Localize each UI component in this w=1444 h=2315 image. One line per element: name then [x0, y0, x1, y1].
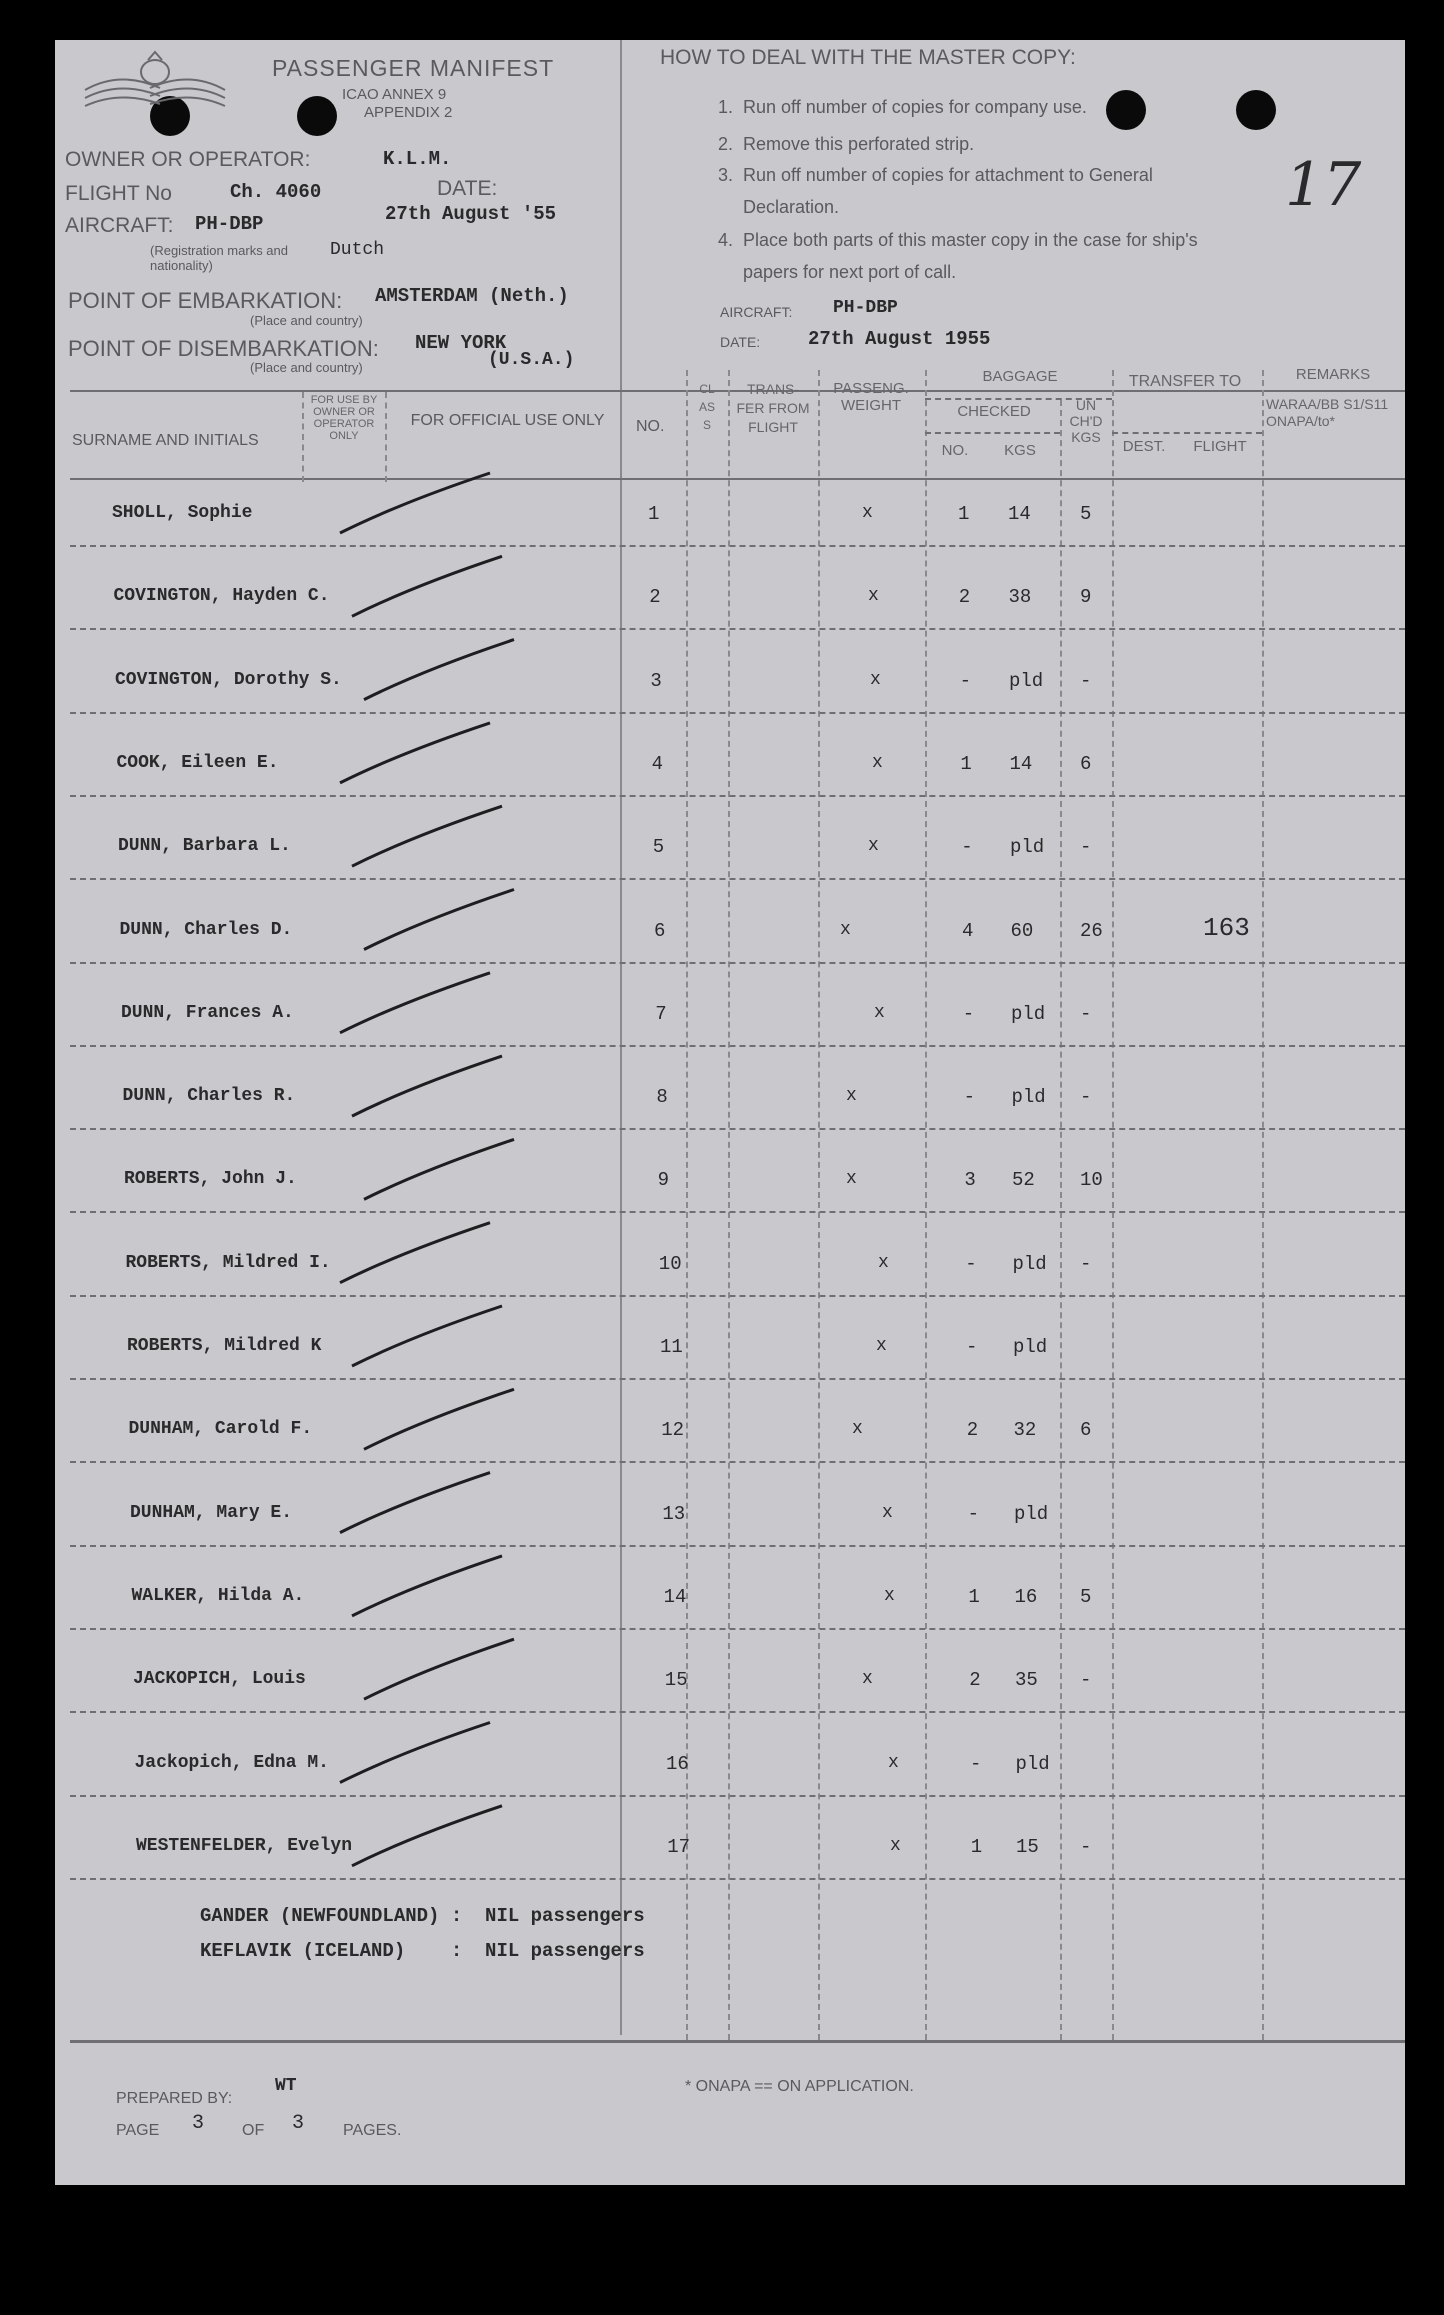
col-official-use: FOR OFFICIAL USE ONLY [410, 412, 605, 429]
master-date-value: 27th August 1955 [808, 328, 991, 350]
passenger-name: WESTENFELDER, Evelyn [136, 1836, 353, 1856]
divider [620, 40, 622, 2035]
passenger-number: 4 [651, 753, 663, 775]
divider [70, 478, 1405, 480]
unchecked-kgs: 10 [1080, 1169, 1103, 1191]
weight-mark: x [882, 1503, 893, 1523]
col-transfer-from: TRANS-FER FROM FLIGHT [736, 381, 810, 435]
col-remarks: REMARKS [1295, 366, 1371, 383]
passenger-number: 2 [649, 586, 661, 608]
disembarkation-label: POINT OF DISEMBARKATION: [68, 336, 379, 361]
passenger-name: COVINGTON, Hayden C. [113, 586, 330, 606]
col-checked: CHECKED [957, 403, 1031, 420]
stop-gander: GANDER (NEWFOUNDLAND) : NIL passengers [200, 1905, 645, 1927]
baggage-kgs: 15 [1016, 1836, 1039, 1858]
passenger-name: WALKER, Hilda A. [131, 1586, 305, 1606]
unchecked-kgs: 6 [1080, 1419, 1092, 1441]
passenger-number: 15 [664, 1669, 688, 1691]
of-value: 3 [292, 2112, 305, 2135]
date-value: 27th August '55 [385, 203, 557, 225]
punch-hole [150, 96, 190, 136]
master-aircraft-label: AIRCRAFT: [720, 304, 793, 320]
passenger-name: DUNHAM, Carold F. [128, 1419, 313, 1439]
punch-hole [297, 96, 337, 136]
divider [1112, 432, 1262, 434]
row-divider [70, 1295, 1405, 1297]
col-weight: PASSENG. WEIGHT [833, 380, 909, 414]
unchecked-kgs: 9 [1080, 586, 1092, 608]
passenger-name: JACKOPICH, Louis [133, 1669, 306, 1689]
weight-mark: x [878, 1253, 889, 1273]
col-unchecked: UN CH'D KGS [1069, 397, 1103, 445]
divider [1262, 370, 1264, 2040]
date-label: DATE: [437, 177, 498, 200]
page-value: 3 [192, 2112, 205, 2135]
weight-mark: x [890, 1836, 901, 1856]
passenger-number: 16 [666, 1753, 689, 1775]
annex-label: ICAO ANNEX 9 [342, 86, 447, 103]
punch-hole [1106, 90, 1146, 130]
col-remarks-sub: WARAA/BB S1/S11 ONAPA/to* [1266, 396, 1389, 429]
aircraft-label: AIRCRAFT: [65, 214, 174, 237]
place-note-1: (Place and country) [250, 313, 363, 328]
prepared-by-value: WT [275, 2076, 297, 2096]
unchecked-kgs: 6 [1080, 753, 1092, 775]
stop-keflavik: KEFLAVIK (ICELAND) : NIL passengers [200, 1940, 645, 1962]
col-owner-use: FOR USE BY OWNER OR OPERATOR ONLY [310, 394, 378, 442]
col-checked-kgs: KGS [1004, 442, 1036, 459]
unchecked-kgs: - [1080, 1003, 1092, 1025]
row-divider [70, 628, 1405, 630]
unchecked-kgs: 5 [1080, 1586, 1092, 1608]
weight-mark: x [884, 1586, 895, 1606]
master-step-1: 1. Run off number of copies for company use. [718, 97, 1087, 117]
divider [818, 370, 820, 2040]
baggage-kgs: pld [1013, 1336, 1048, 1358]
passenger-name: ROBERTS, Mildred I. [125, 1253, 331, 1273]
baggage-count: 3 [964, 1169, 976, 1191]
col-no: NO. [636, 418, 665, 435]
baggage-kgs: 35 [1015, 1669, 1038, 1691]
weight-mark: x [846, 1169, 857, 1189]
punch-hole [1236, 90, 1276, 130]
col-transfer-to: TRANSFER TO [1128, 373, 1242, 390]
passenger-number: 12 [661, 1419, 684, 1441]
baggage-kgs: pld [1009, 670, 1044, 692]
divider [925, 432, 1060, 434]
baggage-count: 1 [958, 503, 970, 525]
row-divider [70, 962, 1405, 964]
passenger-name: Jackopich, Edna M. [134, 1753, 329, 1773]
aircraft-value: PH-DBP [195, 213, 264, 235]
weight-mark: x [888, 1753, 899, 1773]
row-divider [70, 795, 1405, 797]
baggage-count: 1 [960, 753, 972, 775]
of-label: OF [242, 2122, 265, 2139]
col-class: CLASS [698, 382, 715, 432]
master-step-4-cont: papers for next port of call. [718, 262, 957, 282]
remark-163: 163 [1203, 913, 1250, 943]
weight-mark: x [872, 753, 883, 773]
baggage-kgs: 38 [1008, 586, 1032, 608]
passenger-number: 13 [662, 1503, 686, 1525]
baggage-count: - [966, 1336, 978, 1358]
master-step-3-cont: Declaration. [718, 197, 840, 217]
baggage-kgs: pld [1010, 836, 1045, 858]
baggage-count: 1 [970, 1836, 983, 1858]
master-step-2: 2. Remove this perforated strip. [718, 134, 975, 154]
passenger-name: ROBERTS, Mildred K [127, 1336, 322, 1356]
owner-value: K.L.M. [383, 148, 452, 170]
weight-mark: x [840, 920, 851, 940]
col-checked-no: NO. [941, 442, 969, 459]
passenger-number: 9 [657, 1169, 669, 1191]
passenger-number: 1 [648, 503, 660, 525]
handwritten-page-number: 17 [1285, 150, 1362, 220]
baggage-count: - [959, 670, 971, 692]
row-divider [70, 1545, 1405, 1547]
registration-note: (Registration marks and nationality) [150, 243, 288, 273]
passenger-name: ROBERTS, John J. [124, 1169, 297, 1189]
master-step-4: 4. Place both parts of this master copy in the case for ship's [718, 230, 1198, 250]
disembarkation-value: NEW YORK [415, 332, 507, 354]
baggage-count: - [962, 1003, 975, 1025]
row-divider [70, 1628, 1405, 1630]
embarkation-label: POINT OF EMBARKATION: [68, 288, 343, 313]
divider [728, 370, 730, 2040]
baggage-count: 2 [969, 1669, 981, 1691]
weight-mark: x [868, 586, 879, 606]
weight-mark: x [868, 836, 879, 856]
manifest-title: PASSENGER MANIFEST [272, 55, 555, 81]
row-divider [70, 1211, 1405, 1213]
baggage-count: - [961, 836, 973, 858]
divider [925, 370, 927, 2040]
onapa-note: * ONAPA == ON APPLICATION. [685, 2078, 914, 2095]
flight-value: Ch. 4060 [230, 181, 322, 203]
baggage-kgs: 14 [1008, 503, 1031, 525]
flight-label: FLIGHT No [65, 182, 172, 205]
appendix-label: APPENDIX 2 [364, 104, 453, 121]
page-label: PAGE [116, 2122, 160, 2139]
row-divider [70, 1878, 1405, 1880]
baggage-kgs: pld [1015, 1753, 1050, 1775]
row-divider [70, 545, 1405, 547]
baggage-count: 1 [968, 1586, 980, 1608]
baggage-count: 2 [958, 586, 971, 608]
divider [385, 392, 387, 482]
row-divider [70, 712, 1405, 714]
row-divider [70, 1128, 1405, 1130]
row-divider [70, 878, 1405, 880]
weight-mark: x [870, 670, 881, 690]
col-baggage: BAGGAGE [982, 368, 1058, 385]
passenger-number: 6 [654, 920, 666, 942]
prepared-by-label: PREPARED BY: [116, 2090, 233, 2107]
passenger-name: DUNN, Barbara L. [118, 836, 291, 856]
col-flight: FLIGHT [1193, 438, 1247, 455]
passenger-number: 11 [660, 1336, 683, 1358]
weight-mark: x [874, 1003, 885, 1023]
baggage-count: - [965, 1253, 977, 1275]
baggage-kgs: 32 [1013, 1419, 1037, 1441]
passenger-number: 14 [663, 1586, 687, 1608]
passenger-number: 3 [650, 670, 662, 692]
place-note-2: (Place and country) [250, 360, 363, 375]
disembarkation-country: (U.S.A.) [488, 350, 575, 370]
baggage-kgs: 52 [1012, 1169, 1035, 1191]
passenger-number: 7 [655, 1003, 667, 1025]
passenger-name: DUNN, Charles D. [119, 920, 293, 940]
col-dest: DEST. [1122, 438, 1166, 455]
unchecked-kgs: - [1080, 670, 1092, 692]
row-divider [70, 1711, 1405, 1713]
unchecked-kgs: - [1080, 1086, 1092, 1108]
col-surname: SURNAME AND INITIALS [72, 432, 259, 449]
passenger-name: COOK, Eileen E. [116, 753, 279, 773]
passenger-name: SHOLL, Sophie [112, 503, 253, 523]
row-divider [70, 1461, 1405, 1463]
unchecked-kgs: - [1080, 836, 1092, 858]
divider [302, 392, 304, 482]
baggage-kgs: pld [1011, 1003, 1046, 1025]
baggage-count: 4 [962, 920, 974, 942]
weight-mark: x [862, 1669, 873, 1689]
divider [70, 2040, 1405, 2043]
divider [686, 370, 688, 2040]
weight-mark: x [862, 503, 873, 523]
baggage-kgs: 60 [1010, 920, 1034, 942]
owner-label: OWNER OR OPERATOR: [65, 148, 311, 171]
pages-label: PAGES. [343, 2122, 402, 2139]
baggage-count: - [970, 1753, 982, 1775]
unchecked-kgs: 26 [1080, 920, 1103, 942]
nationality-value: Dutch [330, 240, 385, 260]
passenger-name: DUNN, Charles R. [122, 1086, 296, 1106]
passenger-name: DUNN, Frances A. [121, 1003, 294, 1023]
master-step-3: 3. Run off number of copies for attachment to General [718, 165, 1153, 185]
master-copy-title: HOW TO DEAL WITH THE MASTER COPY: [660, 46, 1076, 69]
passenger-number: 17 [667, 1836, 690, 1858]
unchecked-kgs: - [1080, 1836, 1092, 1858]
master-aircraft-value: PH-DBP [833, 298, 898, 318]
row-divider [70, 1378, 1405, 1380]
baggage-kgs: 16 [1014, 1586, 1038, 1608]
passenger-number: 5 [652, 836, 665, 858]
baggage-kgs: pld [1011, 1086, 1046, 1108]
passenger-number: 10 [658, 1253, 682, 1275]
passenger-name: DUNHAM, Mary E. [130, 1503, 293, 1523]
row-divider [70, 1045, 1405, 1047]
baggage-count: - [963, 1086, 975, 1108]
weight-mark: x [846, 1086, 857, 1106]
embarkation-value: AMSTERDAM (Neth.) [375, 285, 569, 307]
baggage-kgs: 14 [1009, 753, 1033, 775]
master-date-label: DATE: [720, 334, 761, 350]
divider [1112, 370, 1114, 2040]
baggage-kgs: pld [1014, 1503, 1049, 1525]
passenger-number: 8 [656, 1086, 668, 1108]
baggage-count: - [967, 1503, 979, 1525]
unchecked-kgs: - [1080, 1669, 1092, 1691]
unchecked-kgs: - [1080, 1253, 1092, 1275]
baggage-kgs: pld [1012, 1253, 1047, 1275]
weight-mark: x [852, 1419, 863, 1439]
divider [1060, 400, 1062, 2040]
baggage-count: 2 [966, 1419, 979, 1441]
passenger-name: COVINGTON, Dorothy S. [115, 670, 342, 690]
weight-mark: x [876, 1336, 887, 1356]
unchecked-kgs: 5 [1080, 503, 1092, 525]
row-divider [70, 1795, 1405, 1797]
